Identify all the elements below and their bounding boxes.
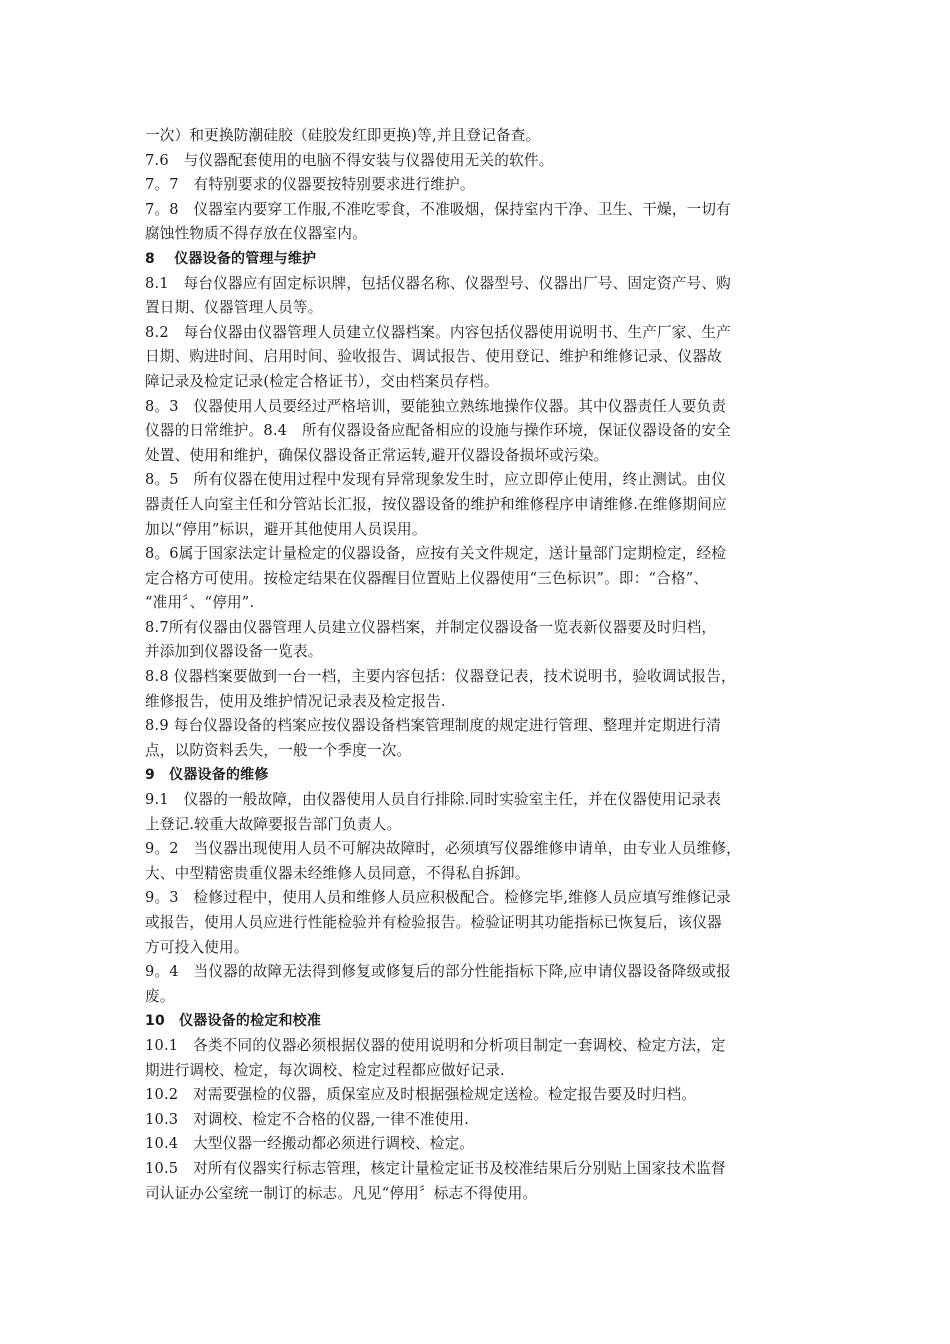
text-line: 9。3 检修过程中，使用人员和维修人员应积极配合。检修完毕,维修人员应填写维修记录 — [145, 889, 731, 907]
text-line: 8.2 每台仪器由仪器管理人员建立仪器档案。内容包括仪器使用说明书、生产厂家、生产 — [145, 323, 731, 341]
text-line: 8。6属于国家法定计量检定的仪器设备，应按有关文件规定，送计量部门定期检定，经检 — [145, 545, 727, 563]
text-line: 7。8 仪器室内要穿工作服,不准吃零食，不准吸烟，保持室内干净、卫生、干燥，一切有 — [145, 200, 731, 218]
text-line: 10.2 对需要强检的仪器，质保室应及时根据强检规定送检。检定报告要及时归档。 — [145, 1086, 697, 1104]
text-line: 7。7 有特别要求的仪器要按特别要求进行维护。 — [145, 176, 475, 194]
text-line: 定合格方可使用。按检定结果在仪器醒目位置贴上仪器使用“三色标识”。即：“合格”、 — [145, 569, 709, 587]
text-line: 7.6 与仪器配套使用的电脑不得安装与仪器使用无关的软件。 — [145, 151, 554, 169]
section-heading: 10 仪器设备的检定和校准 — [145, 1013, 322, 1030]
text-line: 或报告，使用人员应进行性能检验并有检验报告。检验证明其功能指标已恢复后，该仪器 — [145, 914, 722, 931]
text-line: 维修报告，使用及维护情况记录表及检定报告. — [145, 692, 446, 710]
text-line: 废。 — [145, 987, 175, 1005]
text-line: “准用〞、“停用”. — [145, 594, 255, 612]
text-line: 并添加到仪器设备一览表。 — [145, 643, 323, 661]
text-line: 9.1 仪器的一般故障，由仪器使用人员自行排除.同时实验室主任，并在仪器使用记录表 — [145, 791, 722, 809]
text-line: 9。2 当仪器出现使用人员不可解决故障时，必须填写仪器维修申请单，由专业人员维修， — [145, 840, 741, 858]
text-line: 障记录及检定记录(检定合格证书），交由档案员存档。 — [145, 372, 499, 390]
text-line: 方可投入使用。 — [145, 938, 249, 956]
text-line: 期进行调校、检定，每次调校、检定过程都应做好记录. — [145, 1061, 505, 1079]
text-line: 9。4 当仪器的故障无法得到修复或修复后的部分性能指标下降,应申请仪器设备降级或报 — [145, 963, 731, 981]
text-line: 8.1 每台仪器应有固定标识牌，包括仪器名称、仪器型号、仪器出厂号、固定资产号、购 — [145, 274, 731, 292]
text-line: 一次）和更换防潮硅胶（硅胶发红即更换)等,并且登记备查。 — [145, 127, 541, 144]
text-line: 腐蚀性物质不得存放在仪器室内。 — [145, 225, 367, 243]
text-line: 8.7所有仪器由仪器管理人员建立仪器档案，并制定仪器设备一览表新仪器要及时归档， — [145, 618, 717, 636]
text-line: 10.4 大型仪器一经搬动都必须进行调校、检定。 — [145, 1135, 475, 1153]
text-line: 器责任人向室主任和分管站长汇报，按仪器设备的维护和维修程序申请维修.在维修期间应 — [145, 495, 727, 513]
text-line: 上登记.较重大故障要报告部门负责人。 — [145, 815, 402, 833]
text-line: 10.3 对调校、检定不合格的仪器,一律不准使用. — [145, 1110, 470, 1128]
text-line: 8.8 仪器档案要做到一台一档，主要内容包括：仪器登记表，技术说明书，验收调试报告， — [145, 668, 736, 686]
text-line: 司认证办公室统一制订的标志。凡见“停用〞标志不得使用。 — [145, 1184, 538, 1202]
text-line: 10.1 各类不同的仪器必须根据仪器的使用说明和分析项目制定一套调校、检定方法，定 — [145, 1036, 726, 1054]
text-line: 8。5 所有仪器在使用过程中发现有异常现象发生时，应立即停止使用，终止测试。由仪 — [145, 471, 727, 489]
document-page — [145, 124, 809, 1206]
text-line: 仪器的日常维护。8.4 所有仪器设备应配备相应的设施与操作环境，保证仪器设备的安全 — [145, 422, 731, 440]
text-line: 处置、使用和维护，确保仪器设备正常运转,避开仪器设备损坏或污染。 — [145, 446, 609, 464]
text-line: 日期、购进时间、启用时间、验收报告、调试报告、使用登记、维护和维修记录、仪器故 — [145, 348, 722, 366]
text-line: 8。3 仪器使用人员要经过严格培训，要能独立熟练地操作仪器。其中仪器责任人要负责 — [145, 397, 727, 415]
text-line: 10.5 对所有仪器实行标志管理，核定计量检定证书及校准结果后分别贴上国家技术监督 — [145, 1159, 726, 1177]
text-line: 置日期、仪器管理人员等。 — [145, 299, 323, 317]
text-line: 8.9 每台仪器设备的档案应按仪器设备档案管理制度的规定进行管理、整理并定期进行清 — [145, 717, 722, 735]
section-heading: 9 仪器设备的维修 — [145, 767, 269, 784]
text-line: 点，以防资料丢失，一般一个季度一次。 — [145, 741, 412, 759]
text-line: 大、中型精密贵重仪器未经维修人员同意，不得私自拆卸。 — [145, 864, 530, 882]
text-line: 加以“停用”标识，避开其他使用人员误用。 — [145, 520, 427, 538]
section-heading: 8 仪器设备的管理与维护 — [145, 250, 317, 267]
